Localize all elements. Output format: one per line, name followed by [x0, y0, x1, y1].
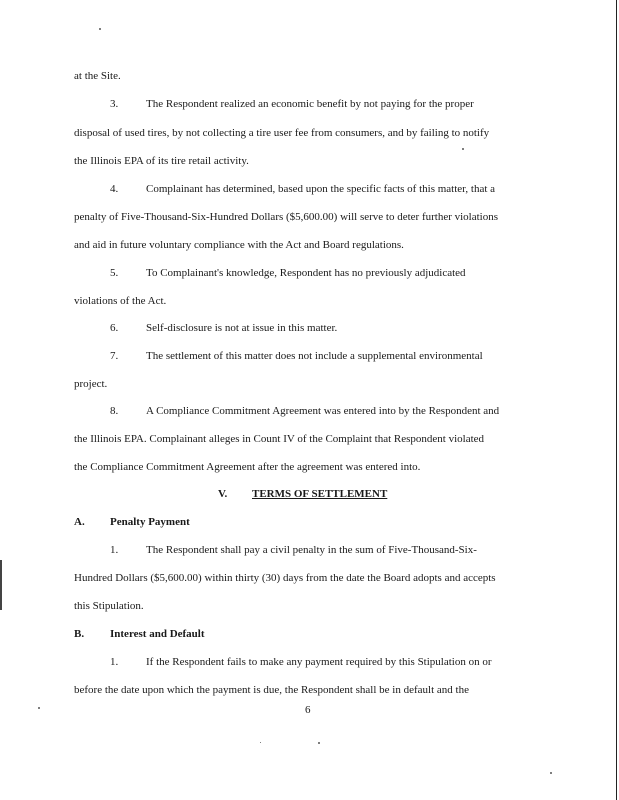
- subsection-title: Interest and Default: [110, 628, 205, 640]
- text-line: this Stipulation.: [74, 600, 144, 612]
- text-line: A Compliance Commitment Agreement was entered into by the Respondent and: [146, 405, 500, 417]
- paragraph-number: 1.: [110, 544, 119, 556]
- section-number: V.: [218, 488, 228, 500]
- paragraph-number: 8.: [110, 405, 119, 417]
- text-line: Complainant has determined, based upon the specific facts of this matter, that a: [146, 183, 496, 195]
- text-line: The Respondent shall pay a civil penalty in the sum of Five-Thousand-Six-: [146, 544, 477, 556]
- scan-speck: [318, 742, 320, 744]
- page-number: 6: [305, 704, 311, 716]
- text-line: The Respondent realized an economic benefit by not paying for the proper: [146, 98, 474, 110]
- subsection-title: Penalty Payment: [110, 516, 190, 528]
- scan-speck: [462, 148, 464, 150]
- scan-speck: [260, 742, 261, 743]
- text-line: and aid in future voluntary compliance with the Act and Board regulations.: [74, 239, 404, 251]
- subsection-letter: A.: [74, 516, 85, 528]
- paragraph-number: 3.: [110, 98, 119, 110]
- text-line: project.: [74, 378, 108, 390]
- text-line: Hundred Dollars ($5,600.00) within thirty (30) days from the date the Board adopts and accepts: [74, 572, 496, 584]
- section-title: TERMS OF SETTLEMENT: [252, 488, 388, 500]
- text-line: the Illinois EPA of its tire retail activity.: [74, 155, 249, 167]
- subsection-letter: B.: [74, 628, 85, 640]
- text-line: penalty of Five-Thousand-Six-Hundred Dollars ($5,600.00) will serve to deter further violations: [74, 211, 499, 223]
- paragraph-number: 6.: [110, 322, 119, 334]
- scan-edge-mark: [0, 560, 2, 610]
- text-line: at the Site.: [74, 70, 121, 82]
- paragraph-number: 1.: [110, 656, 119, 668]
- text-line: violations of the Act.: [74, 295, 167, 307]
- paragraph-number: 4.: [110, 183, 119, 195]
- text-line: before the date upon which the payment is due, the Respondent shall be in default and the: [74, 684, 469, 696]
- scan-speck: [99, 28, 101, 30]
- text-line: Self-disclosure is not at issue in this matter.: [146, 322, 338, 334]
- text-line: the Illinois EPA. Complainant alleges in Count IV of the Complaint that Respondent violated: [74, 433, 485, 445]
- scan-speck: [550, 772, 552, 774]
- paragraph-number: 7.: [110, 350, 119, 362]
- text-line: the Compliance Commitment Agreement after the agreement was entered into.: [74, 461, 421, 473]
- text-line: To Complainant's knowledge, Respondent has no previously adjudicated: [146, 267, 466, 279]
- text-line: The settlement of this matter does not include a supplemental environmental: [146, 350, 483, 362]
- scan-edge-right: [616, 0, 617, 800]
- text-line: disposal of used tires, by not collecting a tire user fee from consumers, and by failing to notify: [74, 127, 490, 139]
- text-line: If the Respondent fails to make any payment required by this Stipulation on or: [146, 656, 492, 668]
- paragraph-number: 5.: [110, 267, 119, 279]
- scan-speck: [38, 707, 40, 709]
